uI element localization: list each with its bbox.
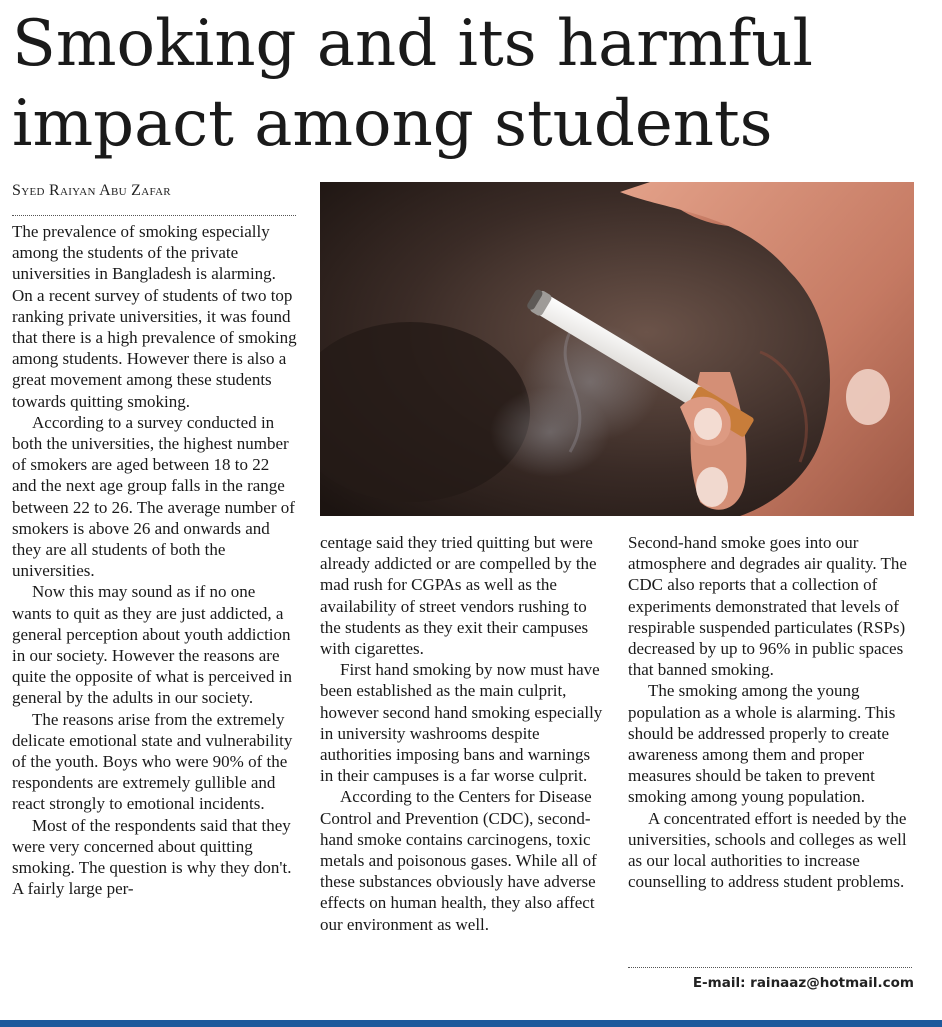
byline: Syed Raiyan Abu Zafar xyxy=(12,182,171,199)
cigarette-photo xyxy=(320,182,914,516)
paragraph: According to a survey conducted in both the universities, the highest number of smokers are aged between 18 to 22 and the next age group falls in the range between 22 to 26. The average number of smokers is above 26 and onwards and they are all students of both the universities. xyxy=(12,412,295,581)
paragraph: First hand smoking by now must have been established as the main culprit, however second hand smoking especially in university washrooms despite authorities imposing bans and warnings in their campuses is a far worse culprit. xyxy=(320,660,603,786)
paragraph: The reasons arise from the extremely delicate emotional state and vulnerability of the youth. Boys who were 90% of the respondents are extremely gullible and react strongly to emotional incidents. xyxy=(12,709,293,814)
paragraph: According to the Centers for Disease Control and Prevention (CDC), second-hand smoke contains carcinogens, toxic metals and poisonous gases. While all of these substances obviously have adverse effects on human health, they also affect our environment as well. xyxy=(320,787,597,934)
author-email: E-mail: rainaaz@hotmail.com xyxy=(692,975,914,991)
paragraph: The prevalence of smoking especially among the students of the private universities in Bangladesh is alarming. On a recent survey of students of two top ranking private universities, it was found that there is a high prevalence of smoking among students. However there is also a great movement among these students towards quitting smoking. xyxy=(12,222,297,411)
byline-divider xyxy=(12,215,296,216)
column-2 xyxy=(320,532,605,935)
paragraph: centage said they tried quitting but were already addicted or are compelled by the mad rush for CGPAs as well as the availability of street vendors rushing to the students as they exit their campuses with cigarettes. xyxy=(320,533,597,659)
headline-line-2: impact among students xyxy=(12,87,773,161)
bottom-color-bar xyxy=(0,1020,942,1027)
paragraph: Most of the respondents said that they were very concerned about quitting smoking. The question is why they don't. A fairly large per- xyxy=(12,815,292,899)
paragraph: A concentrated effort is needed by the universities, schools and colleges as well as our local authorities to increase counselling to address student problems. xyxy=(628,808,907,892)
cigarette-hand-image xyxy=(320,182,914,516)
footer-divider xyxy=(628,967,912,968)
headline xyxy=(12,4,932,164)
paragraph: Second-hand smoke goes into our atmosphere and degrades air quality. The CDC also reports that a collection of experiments demonstrated that levels of respirable suspended particulates (RSPs) decreased by up to 96% in public spaces that banned smoking. xyxy=(628,533,907,680)
headline-line-1: Smoking and its harmful xyxy=(12,7,813,81)
paragraph: The smoking among the young population as a whole is alarming. This should be addressed properly to create awareness among them and proper measures should be taken to prevent smoking among young population. xyxy=(628,681,896,807)
column-3 xyxy=(628,532,913,892)
column-1 xyxy=(12,221,297,900)
paragraph: Now this may sound as if no one wants to quit as they are just addicted, a general perception about youth addiction in our society. However the reasons are quite the opposite of what is perceived in general by the adults in our society. xyxy=(12,582,292,708)
